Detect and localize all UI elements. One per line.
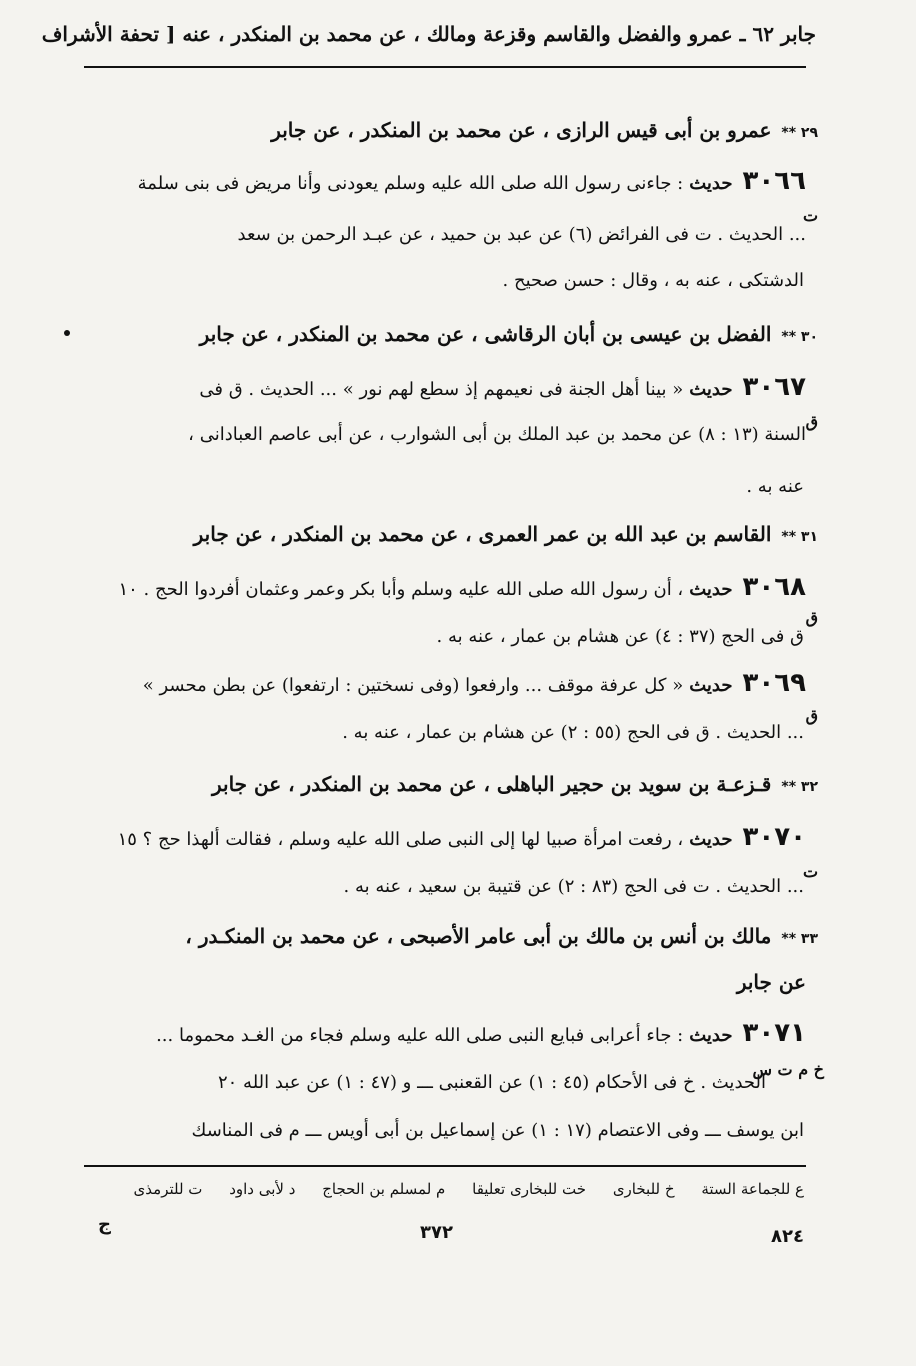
legend-item: ت للترمذى <box>133 1180 203 1198</box>
section-title: مالك بن أنس بن مالك بن أبى عامر الأصبحى ، عن محمد بن المنكـدر ، <box>185 924 772 948</box>
legend-item: خت للبخارى تعليقا <box>472 1180 587 1198</box>
hadith-number: ٣٠٦٩ <box>742 668 806 698</box>
margin-dot <box>64 330 70 336</box>
hadith-word: حديث <box>689 173 733 194</box>
sigla: ق <box>805 412 818 431</box>
legend-item: د لأبى داود <box>229 1180 296 1198</box>
page-number-right: ٨٢٤ <box>771 1226 804 1247</box>
section-heading <box>212 772 818 796</box>
hadith-text: : جاء أعرابى فبايع النبى صلى الله عليه وسلم فجاء من الغـد محموما ... <box>156 1025 684 1046</box>
hadith-text: ، رفعت امرأة صبيا لها إلى النبى صلى الله عليه وسلم ، فقالت ألهذا حج ؟ ١٥ <box>117 829 684 850</box>
section-heading-continuation: عن جابر <box>736 970 806 994</box>
section-number: ٣٢ ** <box>781 779 818 795</box>
signature-mark: ج <box>98 1214 111 1235</box>
hadith-line: ... الحديث . ت فى الفرائض (٦) عن عبد بن حميد ، عن عبـد الرحمن بن سعد <box>237 224 806 245</box>
sigla: ت <box>802 862 818 881</box>
section-title: عمرو بن أبى قيس الرازى ، عن محمد بن المنكدر ، عن جابر <box>271 118 772 142</box>
header-rule <box>84 66 806 68</box>
section-heading <box>185 924 818 948</box>
hadith-text: ، أن رسول الله صلى الله عليه وسلم وأبا بكر وعمر وعثمان أفردوا الحج . ١٠ <box>118 579 684 600</box>
hadith-line <box>143 668 806 698</box>
sigla: ق <box>805 608 818 627</box>
hadith-number: ٣٠٦٧ <box>742 372 806 402</box>
hadith-line: الدشتكى ، عنه به ، وقال : حسن صحيح . <box>502 270 804 291</box>
hadith-text: « بينا أهل الجنة فى نعيمهم إذ سطع لهم نور » ... الحديث . ق فى <box>199 379 684 400</box>
sigla: ق <box>805 706 818 725</box>
hadith-line: ق فى الحج (٣٧ : ٤) عن هشام بن عمار ، عنه به . <box>436 626 804 647</box>
hadith-line <box>199 372 806 402</box>
sigla-legend <box>112 1180 804 1198</box>
hadith-line <box>156 1018 806 1048</box>
section-heading <box>200 322 818 346</box>
section-heading <box>194 522 818 546</box>
hadith-line: عنه به . <box>746 476 804 497</box>
hadith-text: : جاءنى رسول الله صلى الله عليه وسلم يعودنى وأنا مريض فى بنى سلمة <box>137 173 684 194</box>
hadith-line: السنة (١٣ : ٨) عن محمد بن عبد الملك بن أبى الشوارب ، عن أبى عاصم العبادانى ، <box>188 424 806 445</box>
section-number: ٣١ ** <box>781 529 818 545</box>
hadith-number: ٣٠٧١ <box>742 1018 806 1048</box>
hadith-number: ٣٠٦٨ <box>742 572 806 602</box>
hadith-line: ... الحديث . ت فى الحج (٨٣ : ٢) عن قتيبة بن سعيد ، عنه به . <box>343 876 804 897</box>
hadith-text: « كل عرفة موقف ... وارفعوا (وفى نسختين : ارتفعوا) عن بطن محسر » <box>142 675 684 696</box>
section-number: ٢٩ ** <box>781 125 818 141</box>
hadith-word: حديث <box>689 675 733 696</box>
section-heading <box>271 118 818 142</box>
hadith-word: حديث <box>689 829 733 850</box>
hadith-number: ٣٠٧٠ <box>742 822 806 852</box>
section-number: ٣٣ ** <box>781 931 818 947</box>
sigla: ت <box>802 206 818 225</box>
hadith-number: ٣٠٦٦ <box>742 166 806 196</box>
section-title: الفضل بن عيسى بن أبان الرقاشى ، عن محمد بن المنكدر ، عن جابر <box>199 322 772 346</box>
hadith-line: ... الحديث . ق فى الحج (٥٥ : ٢) عن هشام بن عمار ، عنه به . <box>342 722 804 743</box>
legend-item: م لمسلم بن الحجاج <box>322 1180 446 1198</box>
footer-rule <box>84 1165 806 1167</box>
sigla: خ م ت س <box>752 1060 824 1079</box>
section-title: القاسم بن عبد الله بن عمر العمرى ، عن محمد بن المنكدر ، عن جابر <box>193 522 772 546</box>
page-number-center: ٣٧٢ <box>420 1222 453 1243</box>
legend-item: خ للبخارى <box>612 1180 675 1198</box>
hadith-word: حديث <box>689 379 733 400</box>
hadith-word: حديث <box>689 1025 733 1046</box>
hadith-line <box>138 166 806 196</box>
section-title: قـزعـة بن سويد بن حجير الباهلى ، عن محمد بن المنكدر ، عن جابر <box>211 772 772 796</box>
hadith-word: حديث <box>689 579 733 600</box>
running-header: جابر ٦٢ ـ عمرو والفضل والقاسم وقزعة ومالك ، عن محمد بن المنكدر ، عنه [ تحفة الأشراف <box>41 22 816 46</box>
section-number: ٣٠ ** <box>781 329 818 345</box>
hadith-line <box>118 822 806 852</box>
hadith-line: الحديث . خ فى الأحكام (٤٥ : ١) عن القعنبى ـــ و (٤٧ : ١) عن عبد الله ٢٠ <box>217 1072 766 1093</box>
hadith-line: ابن يوسف ـــ وفى الاعتصام (١٧ : ١) عن إسماعيل بن أبى أويس ـــ م فى المناسك <box>191 1120 804 1141</box>
legend-item: ع للجماعة الستة <box>701 1180 804 1198</box>
hadith-line <box>118 572 806 602</box>
